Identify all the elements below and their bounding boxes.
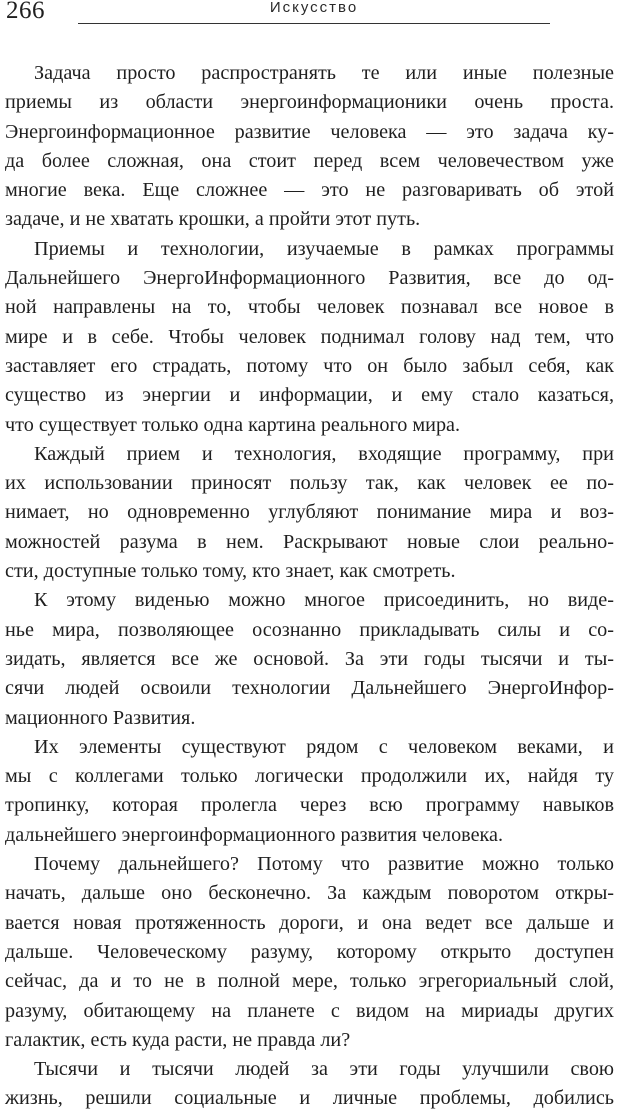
text-line: Почему дальнейшего? Потому что развитие можно только <box>34 853 614 876</box>
text-line: многие века. Еще сложнее — это не разговаривать об этой <box>5 179 614 202</box>
paragraph <box>5 440 614 586</box>
page-number: 266 <box>6 0 45 24</box>
text-line: Энергоинформационное развитие человека — это задача ку- <box>5 120 614 143</box>
text-line: заставляет его страдать, потому что он было забыл себя, как <box>5 354 614 377</box>
text-line: разуму, обитающему на планете с видом на мириады других <box>5 999 614 1022</box>
text-line: тропинку, которая пролегла через всю программу навыков <box>5 794 614 817</box>
text-line: нье мира, позволяющее осознанно прикладывать силы и со- <box>5 618 614 641</box>
text-line: дальнейшего энергоинформационного развития человека. <box>5 823 504 846</box>
text-line: сейчас, да и то не в полной мере, только эгрегориальный слой, <box>5 970 614 993</box>
text-line: начать, дальше оно бесконечно. За каждым поворотом откры- <box>5 882 614 905</box>
text-line: что существует только одна картина реального мира. <box>5 413 461 436</box>
header-rule <box>78 23 550 24</box>
text-line: Приемы и технологии, изучаемые в рамках программы <box>34 237 614 260</box>
text-line: Дальнейшего ЭнергоИнформационного Развития, все до од- <box>5 267 614 290</box>
text-line: жизнь, решили социальные и личные проблемы, добились <box>5 1087 614 1110</box>
text-line: галактик, есть куда расти, не правда ли? <box>5 1028 351 1051</box>
text-line: нимает, но одновременно углубляют понимание мира и воз- <box>5 501 614 524</box>
text-line: задаче, и не хватать крошки, а пройти этот путь. <box>5 208 421 231</box>
paragraph <box>5 1055 614 1114</box>
text-line: да более сложная, она стоит перед всем человечеством уже <box>5 149 614 172</box>
running-title: Искусство <box>269 0 359 16</box>
body-text <box>5 59 614 1114</box>
text-line: К этому виденью можно многое присоединить, но виде- <box>34 589 614 612</box>
paragraph <box>5 733 614 850</box>
text-line: Тысячи и тысячи людей за эти годы улучшили свою <box>34 1058 614 1081</box>
paragraph <box>5 235 614 440</box>
text-line: можностей разума в нем. Раскрывают новые слои реально- <box>5 530 614 553</box>
page-header <box>0 0 620 30</box>
text-line: дальше. Человеческому разуму, которому открыто доступен <box>5 940 614 963</box>
text-line: ной направлены на то, чтобы человек познавал все новое в <box>5 296 614 319</box>
text-line: мы с коллегами только логически продолжили их, найдя ту <box>5 765 614 788</box>
text-line: зидать, является все же основой. За эти годы тысячи и ты- <box>5 647 614 670</box>
text-line: их использовании приносят пользу так, как человек ее по- <box>5 472 614 495</box>
paragraph <box>5 850 614 1055</box>
text-line: Их элементы существуют рядом с человеком веками, и <box>34 735 614 758</box>
paragraph <box>5 59 614 235</box>
text-line: мире и в себе. Чтобы человек поднимал голову над тем, что <box>5 325 614 348</box>
text-line: Задача просто распространять те или иные полезные <box>34 62 614 84</box>
text-line: сячи людей освоили технологии Дальнейшего ЭнергоИнфор- <box>5 677 614 700</box>
text-line: приемы из области энергоинформационики очень проста. <box>5 91 614 114</box>
text-line: существо из энергии и информации, и ему стало казаться, <box>5 384 614 407</box>
text-line: вается новая протяженность дороги, и она ведет все дальше и <box>5 911 614 934</box>
text-line: Каждый прием и технология, входящие программу, при <box>34 442 614 465</box>
paragraph <box>5 586 614 732</box>
text-line: сти, доступные только тому, кто знает, как смотреть. <box>5 560 456 583</box>
text-line: мационного Развития. <box>5 706 196 729</box>
